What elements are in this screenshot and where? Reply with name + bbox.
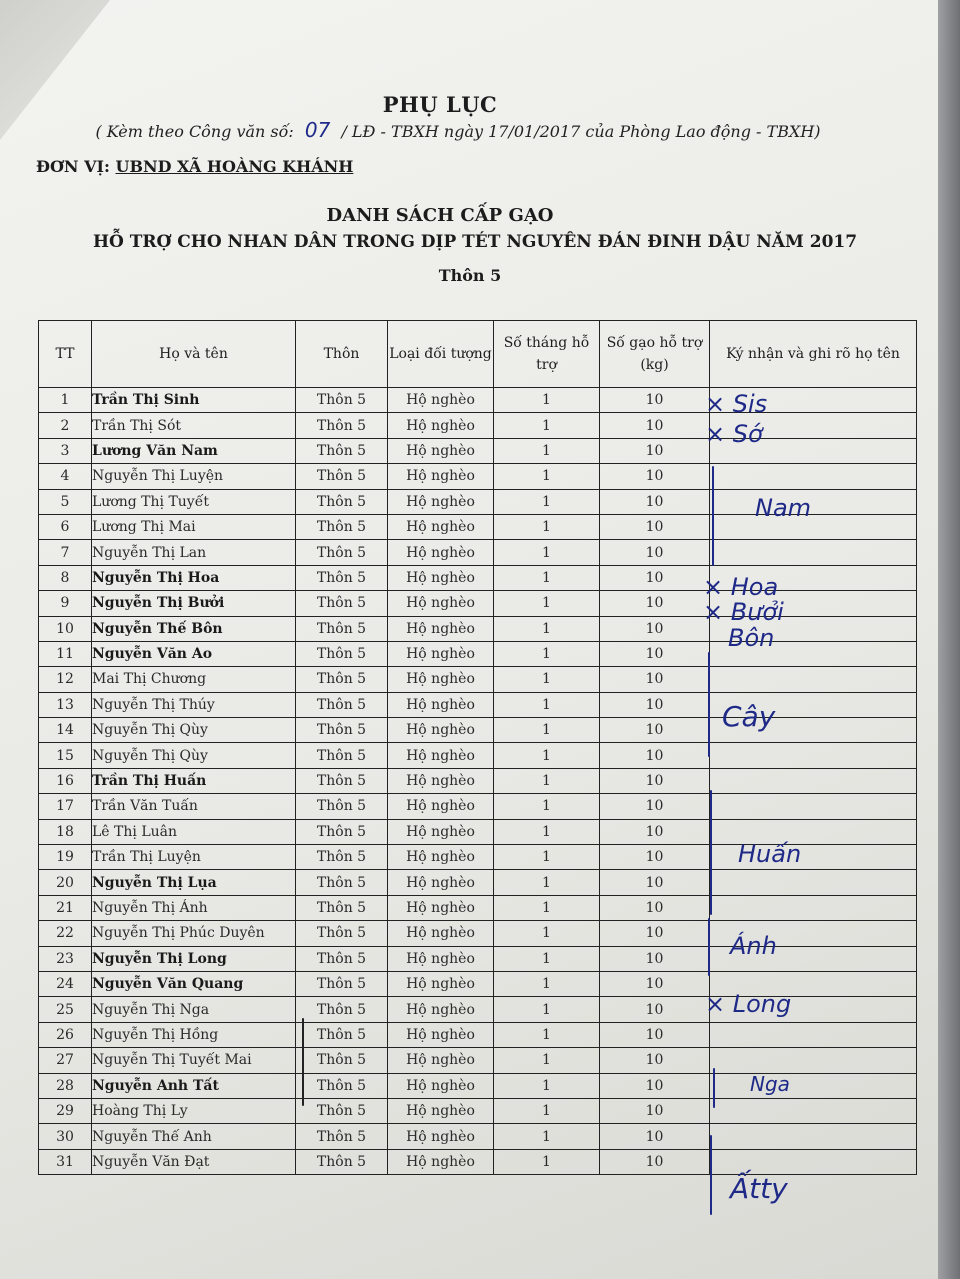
village-cell: Thôn 5 — [296, 819, 388, 844]
row-number: 25 — [39, 997, 92, 1022]
rice-kg-cell: 10 — [600, 1022, 710, 1047]
village-cell: Thôn 5 — [296, 1073, 388, 1098]
signature-mark: × Hoa — [703, 573, 779, 601]
signature-brace — [713, 1068, 715, 1108]
months-cell: 1 — [494, 692, 600, 717]
rice-kg-cell: 10 — [600, 794, 710, 819]
table-row — [39, 946, 917, 971]
col-header-name: Họ và tên — [92, 321, 296, 388]
village-cell: Thôn 5 — [296, 1022, 388, 1047]
months-cell: 1 — [494, 819, 600, 844]
signature-cell — [710, 1048, 917, 1073]
signature-cell — [710, 667, 917, 692]
category-cell: Hộ nghèo — [388, 1073, 494, 1098]
category-cell: Hộ nghèo — [388, 438, 494, 463]
rice-kg-cell: 10 — [600, 413, 710, 438]
months-cell: 1 — [494, 616, 600, 641]
signature-cell — [710, 768, 917, 793]
village-cell: Thôn 5 — [296, 413, 388, 438]
row-number: 10 — [39, 616, 92, 641]
row-number: 3 — [39, 438, 92, 463]
category-cell: Hộ nghèo — [388, 616, 494, 641]
col-header-signature: Ký nhận và ghi rõ họ tên — [710, 321, 917, 388]
months-cell: 1 — [494, 895, 600, 920]
beneficiary-name: Lê Thị Luân — [92, 819, 296, 844]
category-cell: Hộ nghèo — [388, 1149, 494, 1174]
months-cell: 1 — [494, 591, 600, 616]
category-cell: Hộ nghèo — [388, 794, 494, 819]
beneficiary-name: Nguyễn Thị Bưởi — [92, 591, 296, 616]
months-cell: 1 — [494, 1149, 600, 1174]
table-row — [39, 464, 917, 489]
table-row — [39, 1098, 917, 1123]
beneficiary-name: Nguyễn Anh Tất — [92, 1073, 296, 1098]
months-cell: 1 — [494, 641, 600, 666]
village-cell: Thôn 5 — [296, 464, 388, 489]
village-cell: Thôn 5 — [296, 1098, 388, 1123]
months-cell: 1 — [494, 413, 600, 438]
row-number: 23 — [39, 946, 92, 971]
village-cell: Thôn 5 — [296, 946, 388, 971]
signature-cell — [710, 1098, 917, 1123]
months-cell: 1 — [494, 845, 600, 870]
category-cell: Hộ nghèo — [388, 1124, 494, 1149]
months-cell: 1 — [494, 1073, 600, 1098]
row-number: 29 — [39, 1098, 92, 1123]
months-cell: 1 — [494, 870, 600, 895]
category-cell: Hộ nghèo — [388, 997, 494, 1022]
beneficiary-name: Hoàng Thị Ly — [92, 1098, 296, 1123]
rice-kg-cell: 10 — [600, 971, 710, 996]
beneficiary-name: Nguyễn Thị Luyện — [92, 464, 296, 489]
beneficiary-name: Mai Thị Chương — [92, 667, 296, 692]
category-cell: Hộ nghèo — [388, 946, 494, 971]
signature-mark: × Sis — [705, 390, 768, 418]
signature-cell — [710, 1073, 917, 1098]
beneficiary-name: Nguyễn Thị Thúy — [92, 692, 296, 717]
rice-kg-cell: 10 — [600, 692, 710, 717]
beneficiary-name: Nguyễn Thị Hồng — [92, 1022, 296, 1047]
table-row — [39, 743, 917, 768]
months-cell: 1 — [494, 768, 600, 793]
category-cell: Hộ nghèo — [388, 1022, 494, 1047]
signature-cell — [710, 870, 917, 895]
months-cell: 1 — [494, 1124, 600, 1149]
category-cell: Hộ nghèo — [388, 1098, 494, 1123]
village-cell: Thôn 5 — [296, 1149, 388, 1174]
table-row — [39, 870, 917, 895]
table-row — [39, 438, 917, 463]
category-cell: Hộ nghèo — [388, 921, 494, 946]
village-cell: Thôn 5 — [296, 1048, 388, 1073]
signature-cell — [710, 514, 917, 539]
signature-cell — [710, 895, 917, 920]
row-number: 14 — [39, 718, 92, 743]
rice-kg-cell: 10 — [600, 388, 710, 413]
row-number: 17 — [39, 794, 92, 819]
beneficiary-name: Lương Văn Nam — [92, 438, 296, 463]
village-cell: Thôn 5 — [296, 718, 388, 743]
months-cell: 1 — [494, 565, 600, 590]
signature-cell — [710, 743, 917, 768]
months-cell: 1 — [494, 1022, 600, 1047]
beneficiary-name: Nguyễn Thị Hoa — [92, 565, 296, 590]
signature-brace — [708, 652, 710, 757]
months-cell: 1 — [494, 946, 600, 971]
rice-kg-cell: 10 — [600, 438, 710, 463]
signature-cell — [710, 1149, 917, 1174]
table-header-row — [39, 321, 917, 388]
subtitle-suffix: / LĐ - TBXH ngày 17/01/2017 của Phòng Lao động - TBXH) — [341, 122, 821, 141]
row-number: 22 — [39, 921, 92, 946]
page-edge-shadow — [938, 0, 960, 1279]
signature-mark: Nam — [755, 494, 812, 522]
months-cell: 1 — [494, 1098, 600, 1123]
category-cell: Hộ nghèo — [388, 718, 494, 743]
months-cell: 1 — [494, 1048, 600, 1073]
appendix-subtitle — [18, 118, 898, 142]
months-cell: 1 — [494, 794, 600, 819]
table-row — [39, 768, 917, 793]
signature-brace — [710, 790, 712, 915]
category-cell: Hộ nghèo — [388, 591, 494, 616]
unit-value: UBND XÃ HOÀNG KHÁNH — [115, 157, 354, 176]
rice-kg-cell: 10 — [600, 768, 710, 793]
beneficiary-name: Lương Thị Mai — [92, 514, 296, 539]
village-cell: Thôn 5 — [296, 870, 388, 895]
signature-cell — [710, 1022, 917, 1047]
col-header-rice-kg: Số gạo hỗ trợ (kg) — [600, 321, 710, 388]
signature-mark: Cây — [722, 700, 776, 733]
table-row — [39, 388, 917, 413]
beneficiary-name: Lương Thị Tuyết — [92, 489, 296, 514]
rice-kg-cell: 10 — [600, 946, 710, 971]
beneficiary-name: Trần Thị Sót — [92, 413, 296, 438]
rice-kg-cell: 10 — [600, 1098, 710, 1123]
months-cell: 1 — [494, 971, 600, 996]
row-number: 31 — [39, 1149, 92, 1174]
table-row — [39, 413, 917, 438]
beneficiary-name: Nguyễn Thị Lan — [92, 540, 296, 565]
table-row — [39, 921, 917, 946]
rice-kg-cell: 10 — [600, 845, 710, 870]
months-cell: 1 — [494, 743, 600, 768]
months-cell: 1 — [494, 438, 600, 463]
signature-brace — [712, 466, 714, 566]
list-title: DANH SÁCH CẤP GẠO — [326, 205, 554, 226]
signature-mark: × Bưởi — [703, 598, 784, 626]
col-header-tt: TT — [39, 321, 92, 388]
table-row — [39, 692, 917, 717]
table-row — [39, 591, 917, 616]
rice-kg-cell: 10 — [600, 591, 710, 616]
beneficiary-name: Nguyễn Thị Long — [92, 946, 296, 971]
rice-kg-cell: 10 — [600, 1073, 710, 1098]
signature-brace — [710, 1135, 712, 1215]
category-cell: Hộ nghèo — [388, 464, 494, 489]
row-number: 28 — [39, 1073, 92, 1098]
category-cell: Hộ nghèo — [388, 768, 494, 793]
signature-cell — [710, 540, 917, 565]
col-header-category: Loại đối tượng — [388, 321, 494, 388]
rice-kg-cell: 10 — [600, 540, 710, 565]
row-number: 24 — [39, 971, 92, 996]
signature-cell — [710, 489, 917, 514]
rice-kg-cell: 10 — [600, 616, 710, 641]
category-cell: Hộ nghèo — [388, 514, 494, 539]
signature-brace — [708, 918, 710, 976]
beneficiary-name: Trần Văn Tuấn — [92, 794, 296, 819]
category-cell: Hộ nghèo — [388, 845, 494, 870]
village-cell: Thôn 5 — [296, 667, 388, 692]
rice-kg-cell: 10 — [600, 667, 710, 692]
row-number: 21 — [39, 895, 92, 920]
village-cell: Thôn 5 — [296, 768, 388, 793]
village-cell: Thôn 5 — [296, 438, 388, 463]
beneficiary-name: Trần Thị Sinh — [92, 388, 296, 413]
signature-mark: Nga — [750, 1072, 790, 1096]
beneficiary-name: Nguyễn Thị Nga — [92, 997, 296, 1022]
category-cell: Hộ nghèo — [388, 1048, 494, 1073]
row-number: 2 — [39, 413, 92, 438]
rice-distribution-table — [38, 320, 917, 1175]
rice-kg-cell: 10 — [600, 921, 710, 946]
village-cell: Thôn 5 — [296, 921, 388, 946]
beneficiary-name: Trần Thị Huấn — [92, 768, 296, 793]
category-cell: Hộ nghèo — [388, 870, 494, 895]
category-cell: Hộ nghèo — [388, 388, 494, 413]
col-header-village: Thôn — [296, 321, 388, 388]
months-cell: 1 — [494, 540, 600, 565]
beneficiary-name: Nguyễn Văn Quang — [92, 971, 296, 996]
category-cell: Hộ nghèo — [388, 489, 494, 514]
village-cell: Thôn 5 — [296, 997, 388, 1022]
table-row — [39, 895, 917, 920]
rice-kg-cell: 10 — [600, 870, 710, 895]
signature-mark: Bôn — [728, 624, 775, 652]
table-row — [39, 565, 917, 590]
unit-label: ĐƠN VỊ: — [36, 157, 110, 176]
months-cell: 1 — [494, 489, 600, 514]
handwritten-document-number: 07 — [304, 118, 331, 142]
beneficiary-name: Nguyễn Thị Ánh — [92, 895, 296, 920]
beneficiary-name: Nguyễn Văn Ao — [92, 641, 296, 666]
table-row — [39, 1048, 917, 1073]
signature-cell — [710, 464, 917, 489]
village-cell: Thôn 5 — [296, 388, 388, 413]
village-cell: Thôn 5 — [296, 591, 388, 616]
beneficiary-name: Nguyễn Thị Phúc Duyên — [92, 921, 296, 946]
table-row — [39, 641, 917, 666]
beneficiary-name: Nguyễn Thế Bôn — [92, 616, 296, 641]
row-number: 1 — [39, 388, 92, 413]
row-number: 30 — [39, 1124, 92, 1149]
village-cell: Thôn 5 — [296, 1124, 388, 1149]
category-cell: Hộ nghèo — [388, 895, 494, 920]
village-cell: Thôn 5 — [296, 565, 388, 590]
village-cell: Thôn 5 — [296, 895, 388, 920]
col-header-months: Số tháng hỗ trợ — [494, 321, 600, 388]
table-row — [39, 667, 917, 692]
category-cell: Hộ nghèo — [388, 819, 494, 844]
row-number: 8 — [39, 565, 92, 590]
beneficiary-name: Nguyễn Thị Lụa — [92, 870, 296, 895]
village-cell: Thôn 5 — [296, 514, 388, 539]
months-cell: 1 — [494, 997, 600, 1022]
row-number: 9 — [39, 591, 92, 616]
village-cell: Thôn 5 — [296, 692, 388, 717]
category-cell: Hộ nghèo — [388, 743, 494, 768]
village-cell: Thôn 5 — [296, 845, 388, 870]
rice-kg-cell: 10 — [600, 489, 710, 514]
table-row — [39, 616, 917, 641]
beneficiary-name: Nguyễn Thị Qùy — [92, 743, 296, 768]
signature-mark: Huấn — [738, 840, 802, 868]
months-cell: 1 — [494, 667, 600, 692]
months-cell: 1 — [494, 388, 600, 413]
beneficiary-name: Nguyễn Thế Anh — [92, 1124, 296, 1149]
village-cell: Thôn 5 — [296, 616, 388, 641]
rice-kg-cell: 10 — [600, 565, 710, 590]
row-number: 16 — [39, 768, 92, 793]
rice-kg-cell: 10 — [600, 1048, 710, 1073]
row-number: 12 — [39, 667, 92, 692]
signature-cell — [710, 794, 917, 819]
row-number: 18 — [39, 819, 92, 844]
signature-mark: Ánh — [730, 932, 777, 960]
village-heading: Thôn 5 — [438, 266, 502, 285]
table-row — [39, 794, 917, 819]
rice-kg-cell: 10 — [600, 464, 710, 489]
row-number: 26 — [39, 1022, 92, 1047]
row-number: 20 — [39, 870, 92, 895]
village-cell: Thôn 5 — [296, 489, 388, 514]
beneficiary-name: Nguyễn Văn Đạt — [92, 1149, 296, 1174]
village-cell: Thôn 5 — [296, 971, 388, 996]
category-cell: Hộ nghèo — [388, 413, 494, 438]
months-cell: 1 — [494, 921, 600, 946]
name-brace — [302, 1018, 304, 1106]
signature-mark: × Sớ — [705, 420, 763, 448]
row-number: 27 — [39, 1048, 92, 1073]
row-number: 6 — [39, 514, 92, 539]
signature-mark: × Long — [705, 990, 792, 1018]
village-cell: Thôn 5 — [296, 641, 388, 666]
rice-kg-cell: 10 — [600, 514, 710, 539]
table-row — [39, 1124, 917, 1149]
rice-kg-cell: 10 — [600, 718, 710, 743]
unit-line — [36, 157, 353, 176]
row-number: 4 — [39, 464, 92, 489]
table-row — [39, 718, 917, 743]
beneficiary-name: Trần Thị Luyện — [92, 845, 296, 870]
village-cell: Thôn 5 — [296, 540, 388, 565]
months-cell: 1 — [494, 718, 600, 743]
row-number: 5 — [39, 489, 92, 514]
row-number: 15 — [39, 743, 92, 768]
row-number: 13 — [39, 692, 92, 717]
list-subtitle: HỖ TRỢ CHO NHAN DÂN TRONG DỊP TÉT NGUYÊN ĐÁN ĐINH DẬU NĂM 2017 — [92, 232, 858, 252]
row-number: 7 — [39, 540, 92, 565]
category-cell: Hộ nghèo — [388, 971, 494, 996]
rice-kg-cell: 10 — [600, 819, 710, 844]
village-cell: Thôn 5 — [296, 794, 388, 819]
category-cell: Hộ nghèo — [388, 667, 494, 692]
beneficiary-name: Nguyễn Thị Qùy — [92, 718, 296, 743]
beneficiary-name: Nguyễn Thị Tuyết Mai — [92, 1048, 296, 1073]
months-cell: 1 — [494, 464, 600, 489]
rice-kg-cell: 10 — [600, 1149, 710, 1174]
row-number: 11 — [39, 641, 92, 666]
rice-kg-cell: 10 — [600, 1124, 710, 1149]
category-cell: Hộ nghèo — [388, 565, 494, 590]
table-row — [39, 1149, 917, 1174]
appendix-title: PHỤ LỤC — [382, 92, 498, 117]
months-cell: 1 — [494, 514, 600, 539]
category-cell: Hộ nghèo — [388, 641, 494, 666]
category-cell: Hộ nghèo — [388, 540, 494, 565]
table-row — [39, 1022, 917, 1047]
signature-mark: Ấtty — [730, 1172, 788, 1205]
subtitle-prefix: ( Kèm theo Công văn số: — [95, 122, 294, 141]
table-row — [39, 540, 917, 565]
rice-kg-cell: 10 — [600, 895, 710, 920]
rice-kg-cell: 10 — [600, 641, 710, 666]
signature-cell — [710, 1124, 917, 1149]
village-cell: Thôn 5 — [296, 743, 388, 768]
row-number: 19 — [39, 845, 92, 870]
rice-kg-cell: 10 — [600, 997, 710, 1022]
rice-kg-cell: 10 — [600, 743, 710, 768]
category-cell: Hộ nghèo — [388, 692, 494, 717]
